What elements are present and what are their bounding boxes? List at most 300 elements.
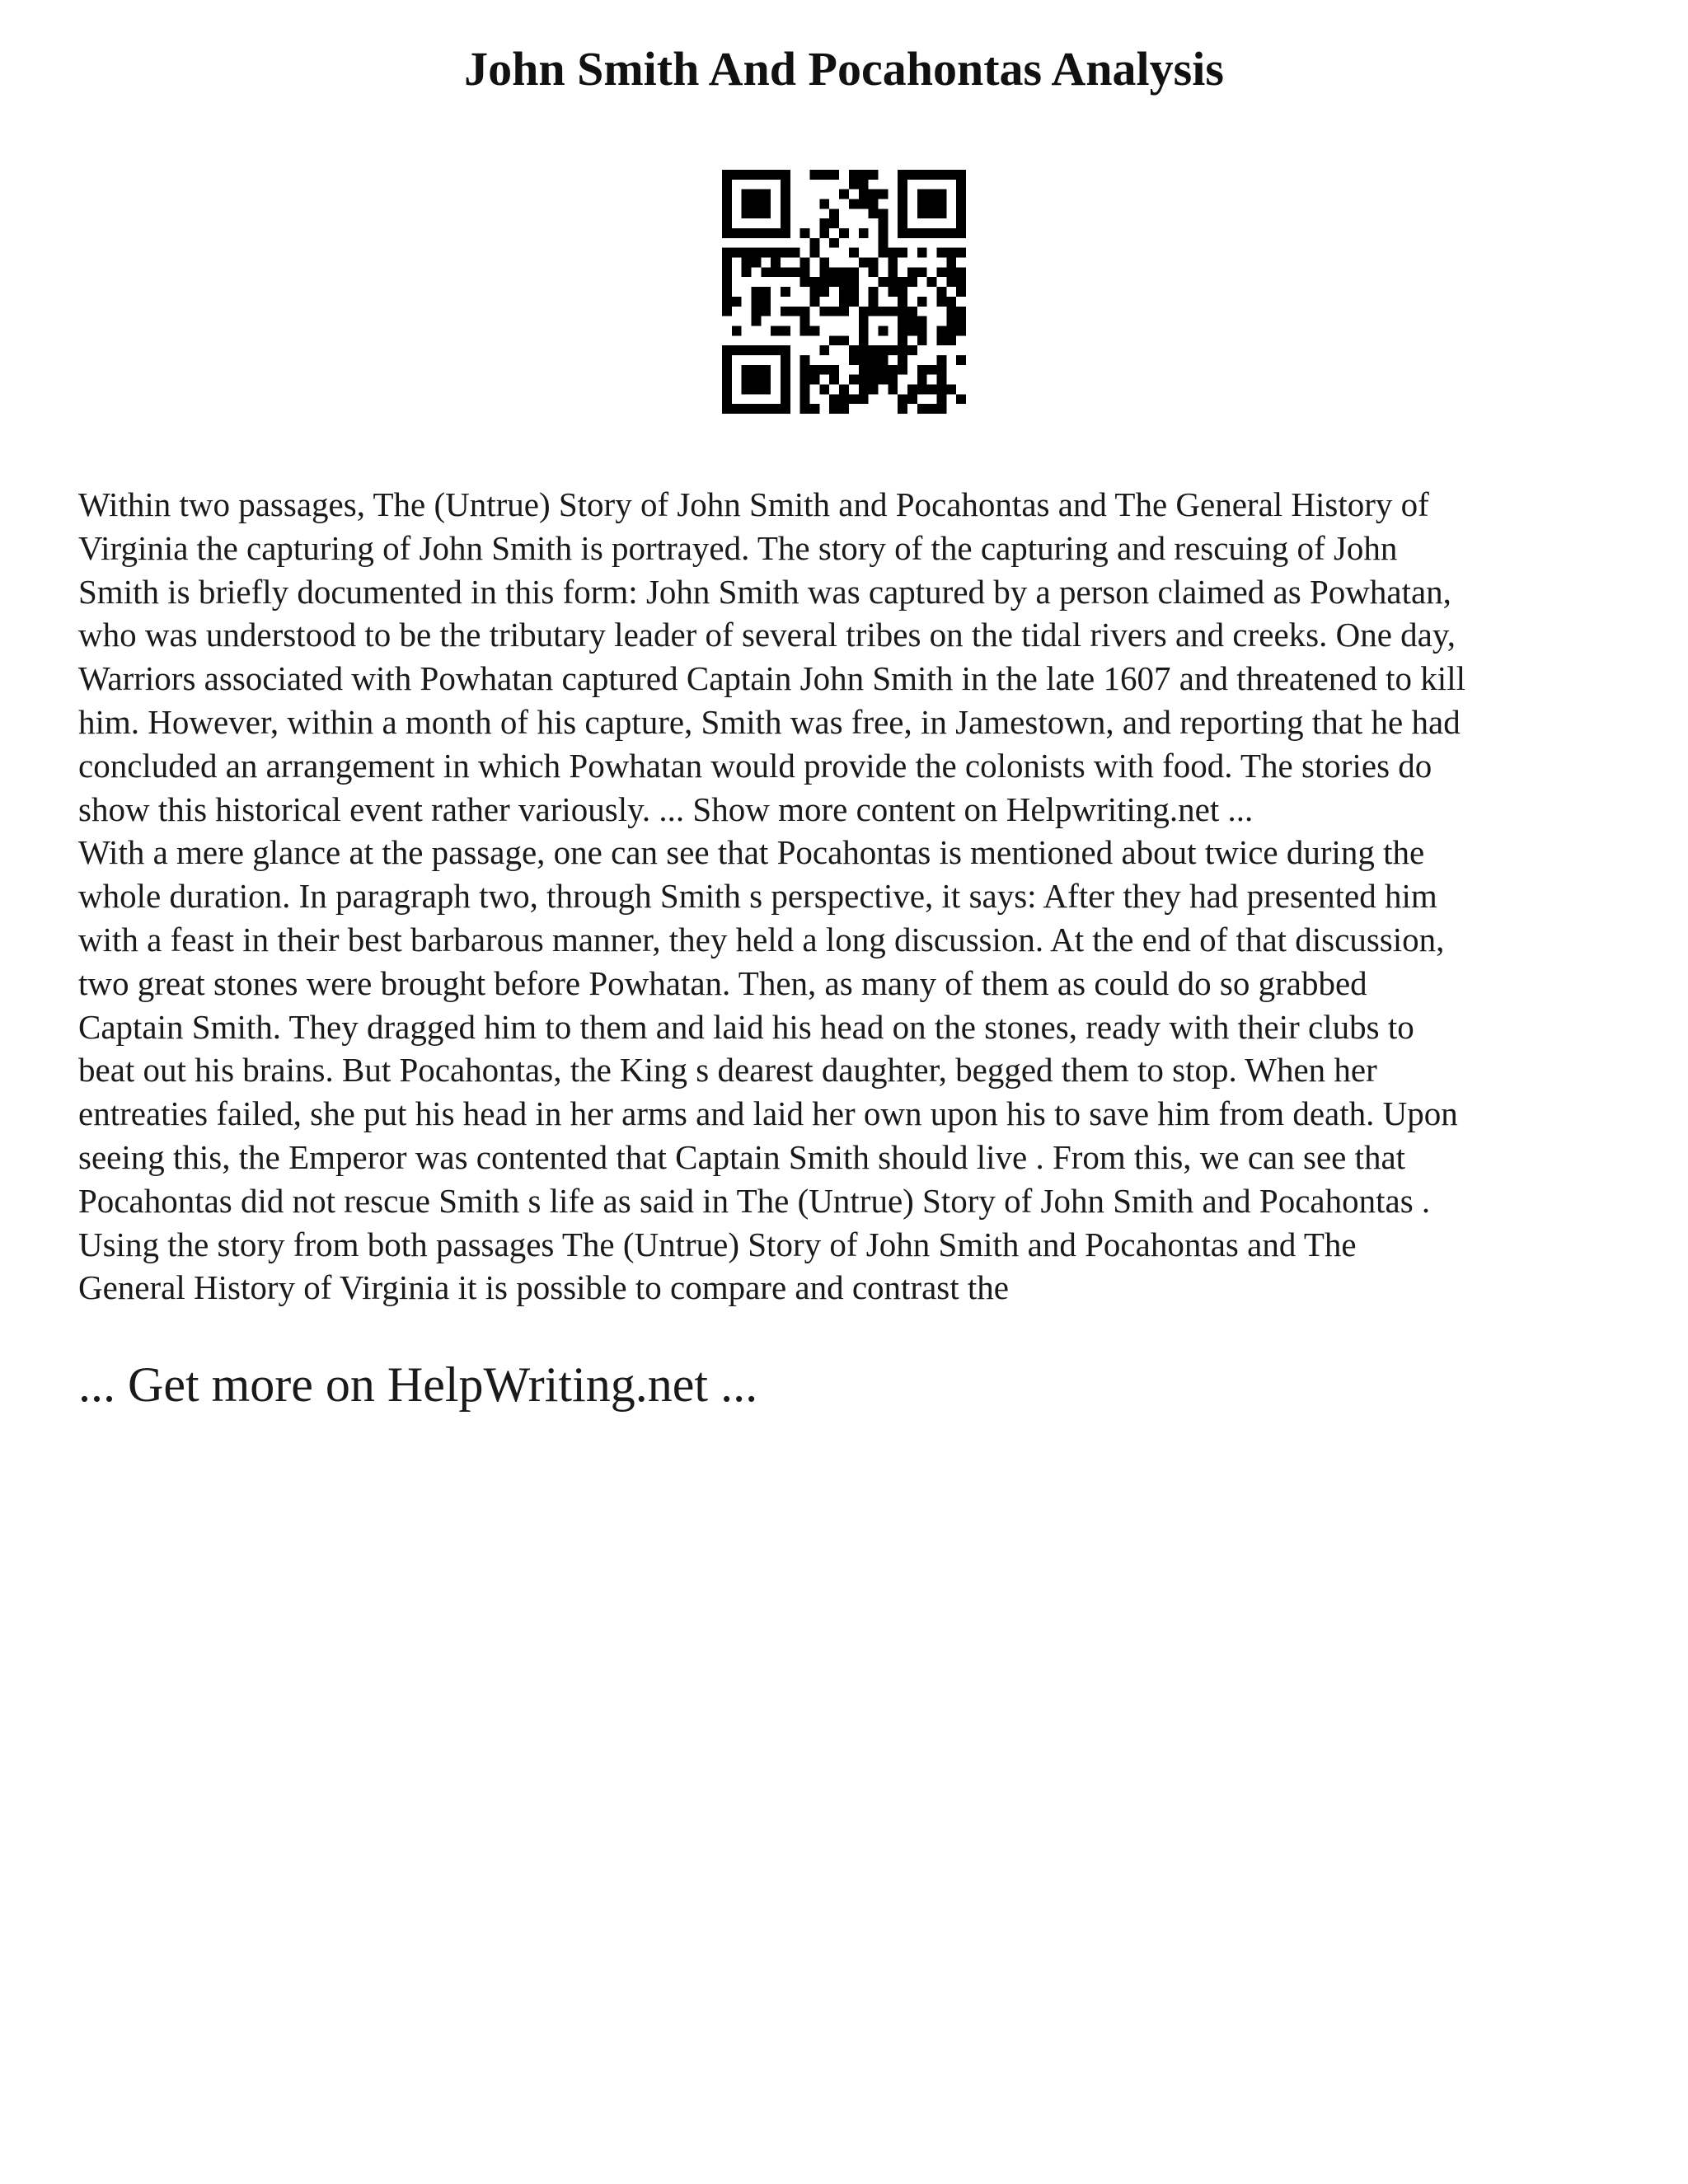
qr-module xyxy=(722,277,732,287)
qr-module xyxy=(742,248,752,258)
qr-module xyxy=(771,267,781,277)
qr-module xyxy=(722,394,732,404)
qr-module xyxy=(956,277,966,287)
qr-module xyxy=(907,170,917,180)
qr-module xyxy=(781,248,790,258)
qr-module xyxy=(936,228,946,238)
qr-module xyxy=(839,394,849,404)
qr-module xyxy=(878,307,888,316)
qr-module xyxy=(781,375,790,385)
qr-module xyxy=(946,297,956,307)
qr-module xyxy=(898,316,907,326)
qr-module xyxy=(907,277,917,287)
qr-module xyxy=(898,209,907,218)
qr-module xyxy=(927,228,937,238)
qr-module xyxy=(819,287,829,297)
qr-module xyxy=(849,267,859,277)
qr-module xyxy=(742,199,752,209)
qr-module xyxy=(859,180,869,190)
qr-module xyxy=(888,267,898,277)
qr-module xyxy=(859,190,869,199)
qr-module xyxy=(907,267,917,277)
qr-module xyxy=(781,404,790,414)
qr-module xyxy=(869,297,879,307)
qr-module xyxy=(946,335,956,345)
qr-module xyxy=(771,228,781,238)
qr-module xyxy=(907,326,917,335)
qr-module xyxy=(800,404,810,414)
qr-module xyxy=(956,199,966,209)
qr-module xyxy=(917,170,927,180)
qr-module xyxy=(936,355,946,365)
qr-module xyxy=(742,384,752,394)
qr-module xyxy=(839,384,849,394)
qr-module xyxy=(917,335,927,345)
qr-module xyxy=(722,218,732,228)
qr-module xyxy=(722,355,732,365)
qr-module xyxy=(927,209,937,218)
qr-module xyxy=(839,228,849,238)
qr-module xyxy=(752,287,762,297)
qr-module xyxy=(888,365,898,375)
qr-module xyxy=(829,307,839,316)
qr-module xyxy=(752,248,762,258)
qr-module xyxy=(732,345,742,355)
qr-module xyxy=(722,248,732,258)
qr-module xyxy=(869,375,879,385)
qr-module xyxy=(946,248,956,258)
qr-module xyxy=(859,307,869,316)
qr-module xyxy=(800,267,810,277)
qr-module xyxy=(819,199,829,209)
qr-module xyxy=(907,384,917,394)
qr-module xyxy=(722,209,732,218)
qr-module xyxy=(878,248,888,258)
qr-module xyxy=(946,307,956,316)
qr-module xyxy=(829,394,839,404)
qr-module xyxy=(849,180,859,190)
qr-module xyxy=(946,384,956,394)
qr-module xyxy=(752,404,762,414)
qr-module xyxy=(810,248,820,258)
qr-module xyxy=(781,209,790,218)
qr-module xyxy=(752,209,762,218)
qr-module xyxy=(810,326,820,335)
qr-module xyxy=(819,277,829,287)
qr-module xyxy=(917,228,927,238)
qr-module xyxy=(790,248,800,258)
qr-module xyxy=(752,307,762,316)
qr-module xyxy=(849,170,859,180)
qr-module xyxy=(936,199,946,209)
qr-module xyxy=(742,345,752,355)
paragraph-1: Within two passages, The (Untrue) Story of John Smith and Pocahontas and The General History of Virginia the capturing of John Smith is portrayed. The story of the capturing and rescuing of John Smith is briefly documented in this form: John Smith was captured by a person claimed as Powhatan, who was understood to be the tributary leader of several tribes on the tidal rivers and creeks. One day, Warriors associated with Powhatan captured Captain John Smith in the late 1607 and threatened to kill him. However, within a month of his capture, Smith was free, in Jamestown, and reporting that he had concluded an arrangement in which Powhatan would provide the colonists with food. The stories do show this historical event rather variously. ... Show more content on Helpwriting.net ... xyxy=(78,485,1465,828)
qr-module xyxy=(800,384,810,394)
qr-module xyxy=(800,316,810,326)
qr-module xyxy=(732,170,742,180)
qr-module xyxy=(927,190,937,199)
qr-module xyxy=(898,297,907,307)
qr-module xyxy=(898,404,907,414)
qr-module xyxy=(781,355,790,365)
qr-module xyxy=(781,365,790,375)
qr-module xyxy=(781,267,790,277)
qr-module xyxy=(898,287,907,297)
qr-module xyxy=(819,384,829,394)
qr-module xyxy=(771,258,781,268)
qr-module xyxy=(790,267,800,277)
qr-module xyxy=(869,355,879,365)
qr-module xyxy=(829,375,839,385)
qr-module xyxy=(742,209,752,218)
qr-module xyxy=(869,287,879,297)
qr-module xyxy=(810,297,820,307)
qr-module xyxy=(859,345,869,355)
qr-module xyxy=(849,248,859,258)
qr-module xyxy=(888,248,898,258)
qr-module xyxy=(956,228,966,238)
qr-module xyxy=(761,297,771,307)
paragraph-2: With a mere glance at the passage, one can see that Pocahontas is mentioned about twice during the whole duration. In paragraph two, through Smith s perspective, it says: After they had presented him with a feast in their best barbarous manner, they held a long discussion. At the end of that discussion, two great stones were brought before Powhatan. Then, as many of them as could do so grabbed Captain Smith. They dragged him to them and laid his head on the stones, ready with their clubs to beat out his brains. But Pocahontas, the King s dearest daughter, begged them to stop. When her entreaties failed, she put his head in her arms and laid her own upon his to save him from death. Upon seeing this, the Emperor was contented that Captain Smith should live . From this, we can see that Pocahontas did not rescue Smith s life as said in The (Untrue) Story of John Smith and Pocahontas . Using the story from both passages The (Untrue) Story of John Smith and Pocahontas and The General History of Virginia it is possible to compare and contrast the xyxy=(78,833,1458,1307)
qr-module xyxy=(898,394,907,404)
qr-module xyxy=(859,355,869,365)
qr-module xyxy=(839,287,849,297)
qr-module xyxy=(781,180,790,190)
qr-module xyxy=(869,267,879,277)
qr-module xyxy=(917,404,927,414)
qr-module xyxy=(722,190,732,199)
qr-module xyxy=(761,365,771,375)
qr-module xyxy=(917,365,927,375)
qr-module xyxy=(927,199,937,209)
qr-module xyxy=(761,228,771,238)
qr-module xyxy=(752,316,762,326)
qr-module xyxy=(869,190,879,199)
qr-module xyxy=(936,375,946,385)
qr-module xyxy=(869,345,879,355)
article-body xyxy=(78,483,1628,1310)
qr-module xyxy=(839,307,849,316)
qr-module xyxy=(849,355,859,365)
qr-module xyxy=(732,248,742,258)
qr-module xyxy=(722,307,732,316)
qr-module xyxy=(859,375,869,385)
qr-module xyxy=(800,394,810,404)
qr-module xyxy=(781,228,790,238)
qr-module xyxy=(869,209,879,218)
qr-module xyxy=(907,316,917,326)
qr-module xyxy=(869,199,879,209)
qr-module xyxy=(927,384,937,394)
qr-module xyxy=(936,209,946,218)
qr-module xyxy=(722,199,732,209)
qr-module xyxy=(888,345,898,355)
qr-module xyxy=(761,190,771,199)
qr-module xyxy=(829,170,839,180)
qr-module xyxy=(761,375,771,385)
qr-module xyxy=(878,345,888,355)
qr-module xyxy=(771,345,781,355)
qr-module xyxy=(839,277,849,287)
qr-module xyxy=(819,267,829,277)
qr-module xyxy=(946,258,956,268)
qr-module xyxy=(898,326,907,335)
qr-module xyxy=(936,365,946,375)
qr-module xyxy=(742,375,752,385)
qr-module xyxy=(752,375,762,385)
qr-module xyxy=(752,170,762,180)
qr-module xyxy=(732,228,742,238)
qr-module xyxy=(761,345,771,355)
qr-module xyxy=(722,287,732,297)
qr-module xyxy=(849,345,859,355)
qr-module xyxy=(956,394,966,404)
qr-module xyxy=(898,180,907,190)
qr-module xyxy=(956,190,966,199)
qr-module xyxy=(936,394,946,404)
qr-module xyxy=(839,190,849,199)
qr-module xyxy=(946,277,956,287)
qr-module xyxy=(839,335,849,345)
qr-module xyxy=(956,267,966,277)
qr-module xyxy=(946,316,956,326)
qr-module xyxy=(888,384,898,394)
qr-module xyxy=(956,209,966,218)
qr-module xyxy=(898,199,907,209)
qr-module xyxy=(722,384,732,394)
qr-module xyxy=(936,297,946,307)
qr-module xyxy=(849,199,859,209)
qr-module xyxy=(781,287,790,297)
qr-module xyxy=(810,404,820,414)
qr-module xyxy=(819,218,829,228)
qr-module xyxy=(732,297,742,307)
qr-module xyxy=(956,248,966,258)
qr-module xyxy=(819,365,829,375)
qr-module xyxy=(878,209,888,218)
qr-module xyxy=(752,345,762,355)
qr-module xyxy=(810,375,820,385)
qr-module xyxy=(898,190,907,199)
qr-module xyxy=(917,267,927,277)
qr-module xyxy=(869,365,879,375)
qr-module xyxy=(917,384,927,394)
qr-module xyxy=(781,394,790,404)
qr-module xyxy=(946,326,956,335)
qr-module xyxy=(907,228,917,238)
qr-module xyxy=(898,228,907,238)
qr-module xyxy=(917,297,927,307)
qr-module xyxy=(839,267,849,277)
qr-module xyxy=(859,384,869,394)
qr-module xyxy=(869,170,879,180)
qr-module xyxy=(956,326,966,335)
qr-module xyxy=(917,209,927,218)
qr-module xyxy=(829,238,839,248)
qr-module xyxy=(781,218,790,228)
qr-module xyxy=(761,307,771,316)
qr-module xyxy=(878,238,888,248)
qr-module xyxy=(752,365,762,375)
qr-module xyxy=(722,365,732,375)
qr-module xyxy=(917,199,927,209)
qr-module xyxy=(888,287,898,297)
qr-module xyxy=(898,345,907,355)
qr-module xyxy=(927,170,937,180)
qr-module xyxy=(946,170,956,180)
qr-module xyxy=(859,335,869,345)
qr-module xyxy=(956,287,966,297)
qr-module xyxy=(888,375,898,385)
qr-module xyxy=(898,307,907,316)
qr-module xyxy=(752,228,762,238)
qr-module xyxy=(800,258,810,268)
qr-code-icon[interactable] xyxy=(722,170,966,414)
qr-module xyxy=(849,287,859,297)
qr-module xyxy=(869,307,879,316)
page-title: John Smith And Pocahontas Analysis xyxy=(464,42,1224,96)
qr-module xyxy=(898,170,907,180)
qr-module xyxy=(869,384,879,394)
qr-module xyxy=(761,287,771,297)
qr-module xyxy=(927,277,937,287)
qr-module xyxy=(888,277,898,287)
qr-module xyxy=(781,170,790,180)
qr-module xyxy=(917,248,927,258)
qr-module xyxy=(849,375,859,385)
qr-module xyxy=(810,170,820,180)
qr-module xyxy=(819,307,829,316)
get-more-link[interactable]: ... Get more on HelpWriting.net ... xyxy=(78,1357,758,1412)
qr-module xyxy=(898,248,907,258)
qr-module xyxy=(800,365,810,375)
qr-module xyxy=(956,218,966,228)
qr-module xyxy=(781,384,790,394)
qr-module xyxy=(752,199,762,209)
qr-module xyxy=(936,190,946,199)
qr-module xyxy=(829,267,839,277)
qr-module xyxy=(761,384,771,394)
qr-module xyxy=(878,365,888,375)
qr-module xyxy=(936,287,946,297)
qr-module xyxy=(781,326,790,335)
qr-code-graphic xyxy=(722,170,966,414)
qr-module xyxy=(800,375,810,385)
qr-module xyxy=(898,218,907,228)
qr-module xyxy=(878,326,888,335)
qr-module xyxy=(800,277,810,287)
qr-module xyxy=(761,199,771,209)
qr-module xyxy=(800,307,810,316)
qr-module xyxy=(781,307,790,316)
qr-module xyxy=(829,277,839,287)
qr-module xyxy=(849,277,859,287)
qr-module xyxy=(898,335,907,345)
qr-module xyxy=(859,326,869,335)
qr-module xyxy=(761,209,771,218)
qr-module xyxy=(878,277,888,287)
qr-module xyxy=(810,238,820,248)
qr-module xyxy=(859,316,869,326)
qr-module xyxy=(722,375,732,385)
qr-module xyxy=(829,218,839,228)
qr-module xyxy=(927,404,937,414)
qr-module xyxy=(742,258,752,268)
qr-module xyxy=(917,326,927,335)
qr-module xyxy=(761,267,771,277)
qr-module xyxy=(869,258,879,268)
qr-module xyxy=(752,384,762,394)
qr-module xyxy=(752,190,762,199)
qr-module xyxy=(819,170,829,180)
qr-module xyxy=(722,258,732,268)
qr-module xyxy=(800,355,810,365)
qr-module xyxy=(761,170,771,180)
qr-module xyxy=(956,316,966,326)
qr-module xyxy=(810,365,820,375)
qr-module xyxy=(956,170,966,180)
qr-module xyxy=(722,404,732,414)
qr-module xyxy=(761,404,771,414)
qr-module xyxy=(936,326,946,335)
qr-module xyxy=(800,326,810,335)
qr-module xyxy=(898,277,907,287)
qr-module xyxy=(829,365,839,375)
qr-module xyxy=(732,404,742,414)
qr-module xyxy=(781,345,790,355)
qr-module xyxy=(742,267,752,277)
qr-module xyxy=(781,199,790,209)
qr-module xyxy=(907,345,917,355)
qr-module xyxy=(742,190,752,199)
qr-module xyxy=(936,170,946,180)
qr-module xyxy=(722,267,732,277)
qr-module xyxy=(839,297,849,307)
qr-module xyxy=(752,258,762,268)
qr-module xyxy=(771,170,781,180)
qr-module xyxy=(790,307,800,316)
qr-module xyxy=(917,316,927,326)
qr-module xyxy=(722,180,732,190)
qr-module xyxy=(742,404,752,414)
qr-module xyxy=(849,297,859,307)
qr-module xyxy=(946,228,956,238)
qr-module xyxy=(956,180,966,190)
qr-module xyxy=(859,258,869,268)
qr-module xyxy=(936,335,946,345)
qr-module xyxy=(936,267,946,277)
qr-module xyxy=(771,326,781,335)
qr-module xyxy=(878,375,888,385)
qr-module xyxy=(956,355,966,365)
qr-module xyxy=(898,365,907,375)
qr-module xyxy=(800,228,810,238)
qr-module xyxy=(819,345,829,355)
qr-module xyxy=(946,267,956,277)
qr-module xyxy=(859,199,869,209)
qr-module xyxy=(907,394,917,404)
qr-module xyxy=(752,297,762,307)
qr-module xyxy=(810,287,820,297)
qr-module xyxy=(829,209,839,218)
qr-module xyxy=(761,248,771,258)
qr-module xyxy=(849,394,859,404)
qr-module xyxy=(722,297,732,307)
qr-module xyxy=(878,228,888,238)
qr-module xyxy=(936,404,946,414)
qr-module xyxy=(722,228,732,238)
qr-module xyxy=(917,190,927,199)
